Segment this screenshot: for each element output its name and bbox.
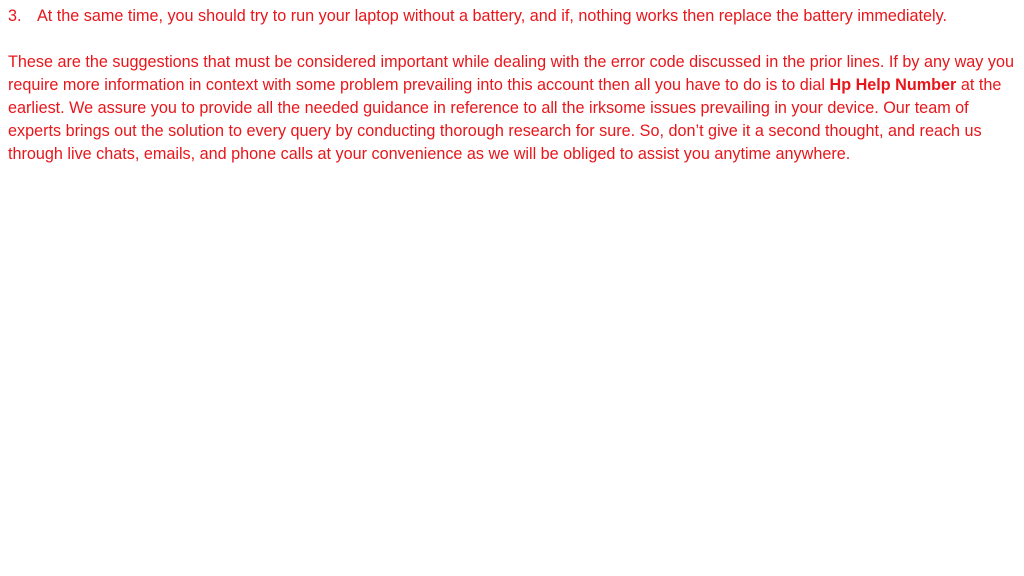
help-number-emphasis: Hp Help Number xyxy=(829,76,957,94)
list-item-number: 3. xyxy=(8,7,22,25)
paragraph-text-end: at the earliest. We assure you to provide all the needed guidance in reference to all the irksome issues prevailing in your device. Our team of experts brings out the solution to every query by conducting thorough research for sure. So, don’t give it a second thought, and reach us through live chats, emails, and phone calls at your convenience as we will be obliged to assist you anytime anywhere. xyxy=(8,76,1002,163)
list-item-text: At the same time, you should try to run your laptop without a battery, and if, nothing works then replace the battery immediately. xyxy=(37,7,947,25)
body-paragraph xyxy=(8,51,1016,166)
numbered-list-item xyxy=(8,5,1018,28)
slide-content xyxy=(8,5,1018,166)
paragraph-text-start: These are the suggestions that must be considered important while dealing with the error code discussed in the prior lines. If by any way you require more information in context with some problem prevailing into this account then all you have to do is to dial xyxy=(8,53,1014,94)
